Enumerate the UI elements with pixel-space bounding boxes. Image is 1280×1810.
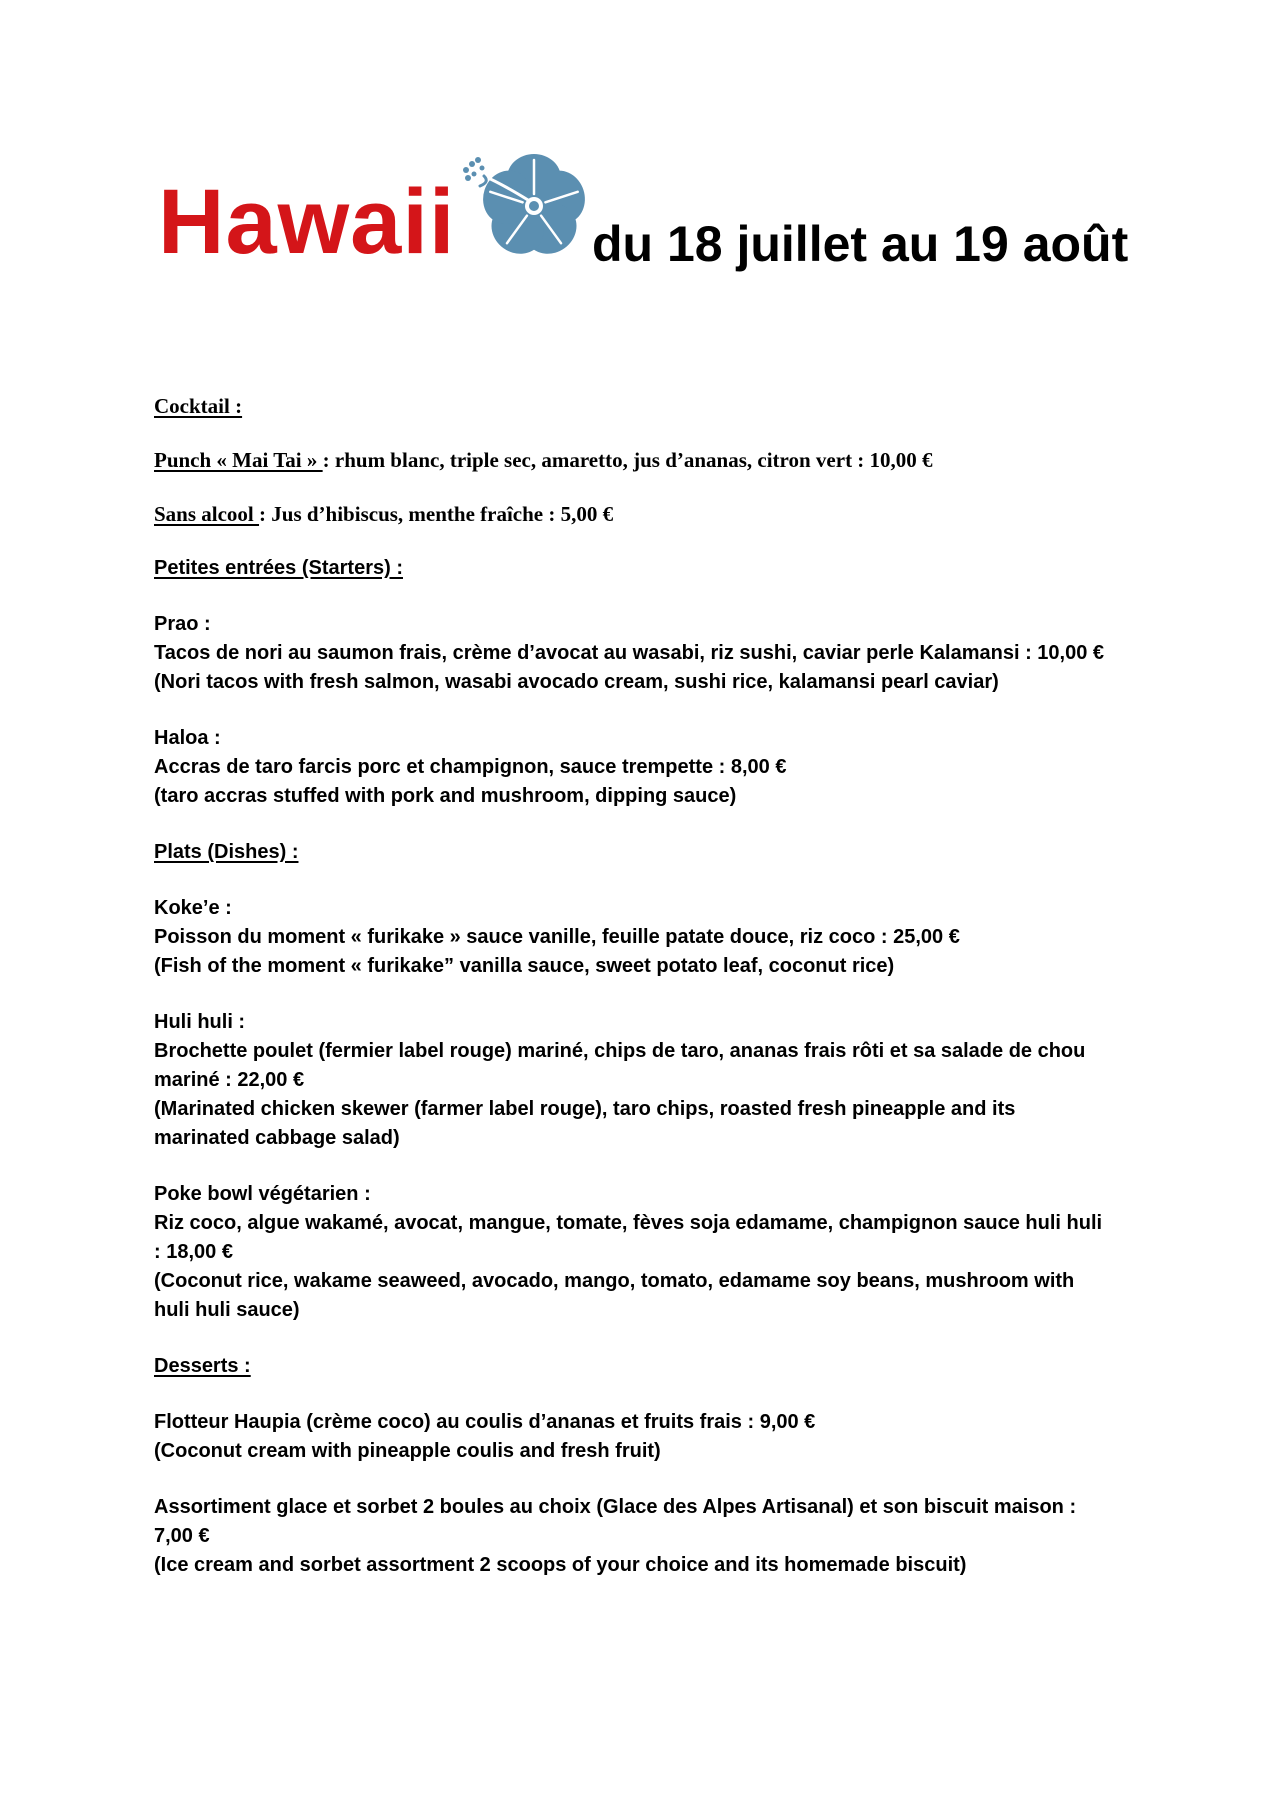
- brand-title: Hawaii: [158, 171, 456, 273]
- cocktail-heading: Cocktail :: [154, 394, 243, 418]
- hibiscus-icon: [462, 148, 592, 270]
- menu-item-translation: (Coconut cream with pineapple coulis and fresh fruit): [154, 1440, 661, 1462]
- menu-item-description: Riz coco, algue wakamé, avocat, mangue, tomate, fèves soja edamame, champignon sauce huli huli: [154, 1212, 1103, 1234]
- menu-item-translation: huli huli sauce): [154, 1299, 300, 1321]
- menu-header: [0, 0, 1280, 300]
- menu-item-description: Flotteur Haupia (crème coco) au coulis d’ananas et fruits frais : 9,00 €: [154, 1411, 816, 1433]
- desserts-section: [154, 1352, 1144, 1580]
- menu-item-description: Assortiment glace et sorbet 2 boules au choix (Glace des Alpes Artisanal) et son biscuit maison :: [154, 1496, 1077, 1518]
- menu-item-translation: (taro accras stuffed with pork and mushroom, dipping sauce): [154, 785, 737, 807]
- menu-item-haupia: [154, 1408, 1144, 1466]
- menu-item-translation: (Marinated chicken skewer (farmer label rouge), taro chips, roasted fresh pineapple and its: [154, 1098, 1016, 1120]
- menu-item-huli-huli: [154, 1008, 1144, 1153]
- menu-item-description: Tacos de nori au saumon frais, crème d’avocat au wasabi, riz sushi, caviar perle Kalamansi : 10,00 €: [154, 642, 1105, 664]
- menu-content: [154, 392, 1144, 1580]
- cocktail-section: [154, 392, 1144, 554]
- menu-item-haloa: [154, 724, 1144, 811]
- menu-item-description: Accras de taro farcis porc et champignon, sauce trempette : 8,00 €: [154, 756, 787, 778]
- date-range: du 18 juillet au 19 août: [592, 216, 1129, 272]
- punch-label: Punch « Mai Tai »: [154, 448, 323, 472]
- menu-item-translation: (Fish of the moment « furikake” vanilla sauce, sweet potato leaf, coconut rice): [154, 955, 895, 977]
- dishes-section: [154, 838, 1144, 1352]
- menu-item-description: : 18,00 €: [154, 1241, 233, 1263]
- menu-item-description: mariné : 22,00 €: [154, 1069, 305, 1091]
- menu-item-name: Koke’e :: [154, 897, 232, 919]
- menu-item-poke-bowl: [154, 1180, 1144, 1325]
- menu-item-translation: marinated cabbage salad): [154, 1127, 400, 1149]
- menu-item-description: Brochette poulet (fermier label rouge) mariné, chips de taro, ananas frais rôti et sa salade de chou: [154, 1040, 1086, 1062]
- soft-drink-item: [154, 500, 1144, 529]
- menu-item-description: Poisson du moment « furikake » sauce vanille, feuille patate douce, riz coco : 25,00 €: [154, 926, 960, 948]
- soft-drink-label: Sans alcool: [154, 502, 260, 526]
- menu-item-description: 7,00 €: [154, 1525, 210, 1547]
- dishes-heading: Plats (Dishes) :: [154, 841, 299, 863]
- menu-item-prao: [154, 610, 1144, 697]
- menu-item-name: Haloa :: [154, 727, 221, 749]
- punch-item: [154, 446, 1144, 475]
- flower-center: [529, 201, 539, 211]
- starters-heading: Petites entrées (Starters) :: [154, 557, 403, 579]
- menu-item-translation: (Ice cream and sorbet assortment 2 scoops of your choice and its homemade biscuit): [154, 1554, 967, 1576]
- punch-text: : rhum blanc, triple sec, amaretto, jus d’ananas, citron vert : 10,00 €: [322, 448, 933, 472]
- menu-item-translation: (Coconut rice, wakame seaweed, avocado, mango, tomato, edamame soy beans, mushroom with: [154, 1270, 1075, 1292]
- soft-drink-text: : Jus d’hibiscus, menthe fraîche : 5,00 €: [259, 502, 614, 526]
- starters-section: [154, 554, 1144, 838]
- desserts-heading: Desserts :: [154, 1355, 251, 1377]
- menu-item-name: Prao :: [154, 613, 211, 635]
- menu-item-ice-cream: [154, 1493, 1144, 1580]
- menu-item-translation: (Nori tacos with fresh salmon, wasabi avocado cream, sushi rice, kalamansi pearl caviar): [154, 671, 999, 693]
- menu-item-kokee: [154, 894, 1144, 981]
- menu-item-name: Poke bowl végétarien :: [154, 1183, 371, 1205]
- menu-item-name: Huli huli :: [154, 1011, 246, 1033]
